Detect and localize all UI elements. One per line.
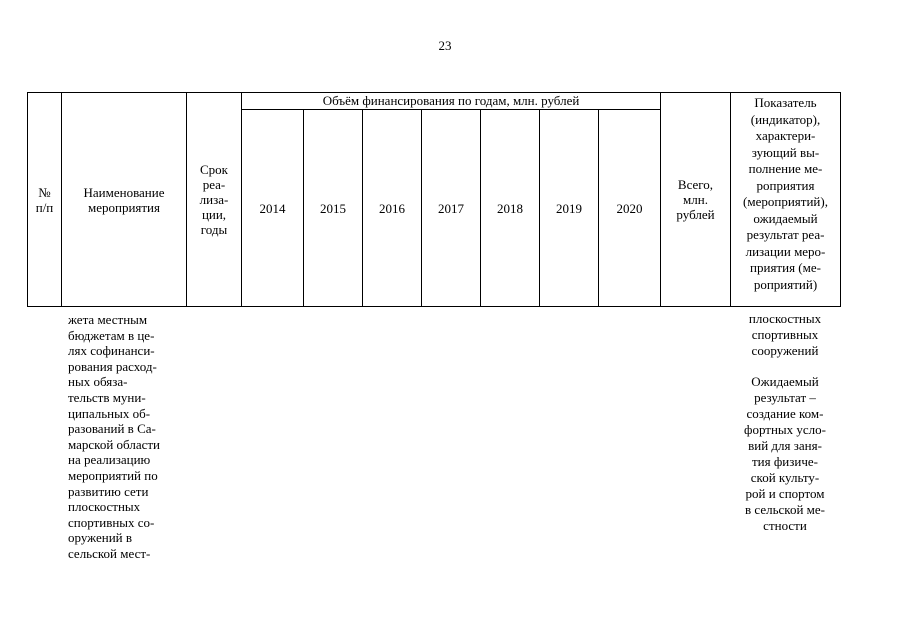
header-name: Наименование мероприятия — [83, 184, 165, 215]
col-line — [840, 92, 841, 307]
continuation-name-cell: жета местным бюджетам в це- лях софинанси- рования расход- ных обяза- тельств муни- ципальных об- разований в Са- марской области на реализацию мероприятий по развитию сети плоскостных спортивных со- оружений в сельской мест- — [68, 312, 160, 561]
header-year-2016: 2016 — [379, 200, 405, 216]
table-bottom-border — [27, 306, 840, 307]
header-indicator: Показатель (индикатор), характери- зующий вы- полнение ме- роприятия (мероприятий), ожидаемый результат реа- лизации меро- приятия (ме- роприятий) — [743, 95, 828, 292]
header-year-2018: 2018 — [497, 200, 523, 216]
header-year-2020: 2020 — [616, 200, 643, 216]
header-total: Всего, млн. рублей — [676, 177, 715, 222]
header-year-2019: 2019 — [556, 200, 582, 216]
header-year-2017: 2017 — [438, 200, 464, 216]
header-num: № п/п — [35, 184, 54, 215]
header-term: Срок реа- лиза- ции, годы — [199, 162, 229, 237]
header-year-2014: 2014 — [259, 200, 286, 216]
header-year-2015: 2015 — [320, 200, 346, 216]
header-funding-group: Объём финансирования по годам, млн. рублей — [322, 93, 580, 108]
continuation-indicator-part2: Ожидаемый результат – создание ком- фортных усло- вий для заня- тия физиче- ской культу- рой и спортом в сельской ме- стности — [744, 374, 826, 533]
page-number: 23 — [438, 38, 452, 53]
continuation-indicator-part1: плоскостных спортивных сооружений — [748, 311, 822, 358]
